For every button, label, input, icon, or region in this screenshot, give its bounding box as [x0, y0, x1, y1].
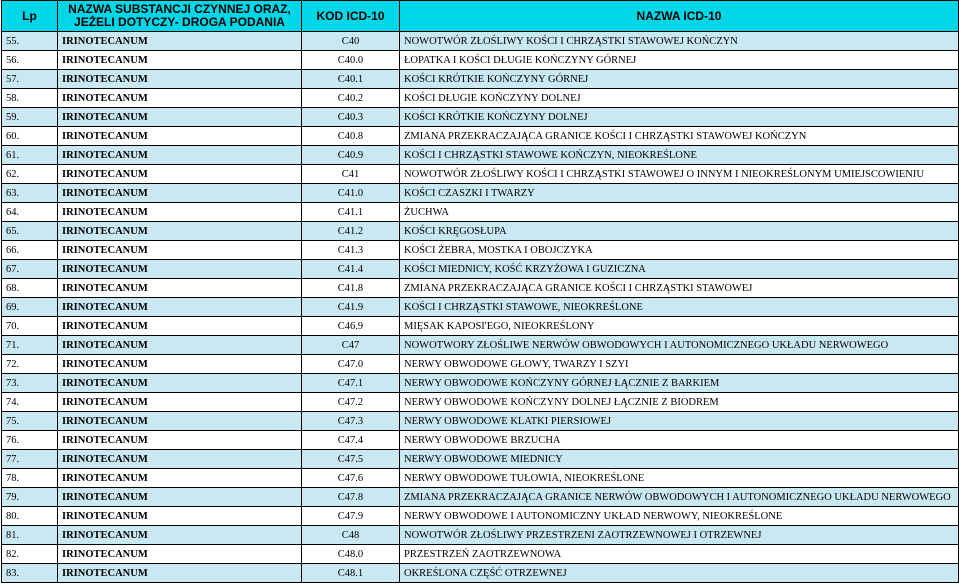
table-row — [2, 241, 959, 260]
row-lp: 72. — [2, 355, 58, 374]
row-substance: IRINOTECANUM — [58, 317, 302, 336]
row-nazwa: KOŚCI ŻEBRA, MOSTKA I OBOJCZYKA — [400, 241, 959, 260]
row-lp: 55. — [2, 32, 58, 51]
row-lp: 82. — [2, 545, 58, 564]
row-nazwa: KOŚCI CZASZKI I TWARZY — [400, 184, 959, 203]
row-substance: IRINOTECANUM — [58, 70, 302, 89]
table-row — [2, 222, 959, 241]
row-lp: 70. — [2, 317, 58, 336]
row-kod: C47.2 — [302, 393, 400, 412]
row-kod: C40.9 — [302, 146, 400, 165]
row-kod: C48.1 — [302, 564, 400, 583]
table-row — [2, 317, 959, 336]
header-lp: Lp — [2, 1, 58, 32]
table-row — [2, 70, 959, 89]
table-row — [2, 564, 959, 583]
row-kod: C41.8 — [302, 279, 400, 298]
row-substance: IRINOTECANUM — [58, 336, 302, 355]
row-nazwa: NOWOTWÓR ZŁOŚLIWY KOŚCI I CHRZĄSTKI STAWOWEJ O INNYM I NIEOKREŚLONYM UMIEJSCOWIENIU — [400, 165, 959, 184]
table-row — [2, 203, 959, 222]
row-lp: 76. — [2, 431, 58, 450]
row-lp: 64. — [2, 203, 58, 222]
table-row — [2, 298, 959, 317]
row-substance: IRINOTECANUM — [58, 146, 302, 165]
row-kod: C48 — [302, 526, 400, 545]
row-kod: C40.3 — [302, 108, 400, 127]
row-lp: 62. — [2, 165, 58, 184]
icd-table — [1, 0, 959, 583]
row-kod: C47.0 — [302, 355, 400, 374]
table-row — [2, 393, 959, 412]
row-substance: IRINOTECANUM — [58, 412, 302, 431]
table-row — [2, 51, 959, 70]
row-kod: C41.4 — [302, 260, 400, 279]
row-lp: 58. — [2, 89, 58, 108]
row-nazwa: KOŚCI I CHRZĄSTKI STAWOWE KOŃCZYN, NIEOKREŚLONE — [400, 146, 959, 165]
table-row — [2, 355, 959, 374]
row-lp: 74. — [2, 393, 58, 412]
row-nazwa: KOŚCI I CHRZĄSTKI STAWOWE, NIEOKREŚLONE — [400, 298, 959, 317]
row-substance: IRINOTECANUM — [58, 184, 302, 203]
row-substance: IRINOTECANUM — [58, 32, 302, 51]
row-lp: 56. — [2, 51, 58, 70]
row-nazwa: KOŚCI KRÓTKIE KOŃCZYNY DOLNEJ — [400, 108, 959, 127]
row-nazwa: KOŚCI DŁUGIE KOŃCZYNY DOLNEJ — [400, 89, 959, 108]
row-nazwa: NOWOTWORY ZŁOŚLIWE NERWÓW OBWODOWYCH I AUTONOMICZNEGO UKŁADU NERWOWEGO — [400, 336, 959, 355]
row-kod: C47.9 — [302, 507, 400, 526]
table-row — [2, 507, 959, 526]
row-substance: IRINOTECANUM — [58, 279, 302, 298]
row-nazwa: ŁOPATKA I KOŚCI DŁUGIE KOŃCZYNY GÓRNEJ — [400, 51, 959, 70]
header-substance-line2: JEŻELI DOTYCZY- DROGA PODANIA — [74, 15, 285, 29]
table-row — [2, 488, 959, 507]
row-kod: C47.8 — [302, 488, 400, 507]
row-lp: 68. — [2, 279, 58, 298]
table-row — [2, 431, 959, 450]
row-substance: IRINOTECANUM — [58, 222, 302, 241]
row-lp: 77. — [2, 450, 58, 469]
row-nazwa: KOŚCI MIEDNICY, KOŚĆ KRZYŻOWA I GUZICZNA — [400, 260, 959, 279]
row-nazwa: NERWY OBWODOWE TUŁOWIA, NIEOKREŚLONE — [400, 469, 959, 488]
row-kod: C41.1 — [302, 203, 400, 222]
row-lp: 63. — [2, 184, 58, 203]
row-substance: IRINOTECANUM — [58, 545, 302, 564]
header-row — [2, 1, 959, 32]
row-lp: 61. — [2, 146, 58, 165]
row-nazwa: ZMIANA PRZEKRACZAJĄCA GRANICE NERWÓW OBWODOWYCH I AUTONOMICZNEGO UKŁADU NERWOWEGO — [400, 488, 959, 507]
row-nazwa: NERWY OBWODOWE KOŃCZYNY DOLNEJ ŁĄCZNIE Z BIODREM — [400, 393, 959, 412]
row-substance: IRINOTECANUM — [58, 260, 302, 279]
row-substance: IRINOTECANUM — [58, 393, 302, 412]
row-lp: 83. — [2, 564, 58, 583]
row-nazwa: MIĘSAK KAPOSI'EGO, NIEOKREŚLONY — [400, 317, 959, 336]
table-row — [2, 469, 959, 488]
table-row — [2, 32, 959, 51]
row-nazwa: KOŚCI KRÓTKIE KOŃCZYNY GÓRNEJ — [400, 70, 959, 89]
row-kod: C41 — [302, 165, 400, 184]
row-lp: 66. — [2, 241, 58, 260]
row-kod: C40 — [302, 32, 400, 51]
row-nazwa: NERWY OBWODOWE BRZUCHA — [400, 431, 959, 450]
row-nazwa: ŻUCHWA — [400, 203, 959, 222]
row-substance: IRINOTECANUM — [58, 108, 302, 127]
row-kod: C41.2 — [302, 222, 400, 241]
row-lp: 73. — [2, 374, 58, 393]
row-substance: IRINOTECANUM — [58, 507, 302, 526]
row-lp: 80. — [2, 507, 58, 526]
row-nazwa: NERWY OBWODOWE MIEDNICY — [400, 450, 959, 469]
row-nazwa: NERWY OBWODOWE KLATKI PIERSIOWEJ — [400, 412, 959, 431]
row-lp: 69. — [2, 298, 58, 317]
row-nazwa: ZMIANA PRZEKRACZAJĄCA GRANICE KOŚCI I CHRZĄSTKI STAWOWEJ — [400, 279, 959, 298]
header-substance-line1: NAZWA SUBSTANCJI CZYNNEJ ORAZ, — [68, 2, 291, 16]
row-nazwa: NERWY OBWODOWE I AUTONOMICZNY UKŁAD NERWOWY, NIEOKREŚLONE — [400, 507, 959, 526]
row-substance: IRINOTECANUM — [58, 450, 302, 469]
row-lp: 78. — [2, 469, 58, 488]
row-substance: IRINOTECANUM — [58, 203, 302, 222]
table-row — [2, 374, 959, 393]
row-substance: IRINOTECANUM — [58, 374, 302, 393]
row-kod: C40.1 — [302, 70, 400, 89]
row-nazwa: NERWY OBWODOWE GŁOWY, TWARZY I SZYI — [400, 355, 959, 374]
table-row — [2, 412, 959, 431]
row-nazwa: OKREŚLONA CZĘŚĆ OTRZEWNEJ — [400, 564, 959, 583]
row-substance: IRINOTECANUM — [58, 526, 302, 545]
row-kod: C41.9 — [302, 298, 400, 317]
row-kod: C40.2 — [302, 89, 400, 108]
header-substance — [58, 1, 302, 32]
table-row — [2, 146, 959, 165]
row-substance: IRINOTECANUM — [58, 241, 302, 260]
row-nazwa: KOŚCI KRĘGOSŁUPA — [400, 222, 959, 241]
table-row — [2, 89, 959, 108]
row-kod: C47.5 — [302, 450, 400, 469]
row-lp: 71. — [2, 336, 58, 355]
row-nazwa: ZMIANA PRZEKRACZAJĄCA GRANICE KOŚCI I CHRZĄSTKI STAWOWEJ KOŃCZYN — [400, 127, 959, 146]
header-nazwa: NAZWA ICD-10 — [400, 1, 959, 32]
row-kod: C47 — [302, 336, 400, 355]
row-kod: C40.8 — [302, 127, 400, 146]
row-kod: C41.3 — [302, 241, 400, 260]
table-row — [2, 184, 959, 203]
row-lp: 60. — [2, 127, 58, 146]
table-row — [2, 526, 959, 545]
row-substance: IRINOTECANUM — [58, 431, 302, 450]
row-kod: C41.0 — [302, 184, 400, 203]
table-row — [2, 165, 959, 184]
row-lp: 81. — [2, 526, 58, 545]
row-kod: C47.4 — [302, 431, 400, 450]
row-kod: C47.6 — [302, 469, 400, 488]
table-row — [2, 545, 959, 564]
table-row — [2, 127, 959, 146]
row-substance: IRINOTECANUM — [58, 355, 302, 374]
row-substance: IRINOTECANUM — [58, 488, 302, 507]
row-substance: IRINOTECANUM — [58, 51, 302, 70]
table-row — [2, 260, 959, 279]
row-lp: 59. — [2, 108, 58, 127]
row-kod: C47.1 — [302, 374, 400, 393]
row-lp: 57. — [2, 70, 58, 89]
row-nazwa: PRZESTRZEŃ ZAOTRZEWNOWA — [400, 545, 959, 564]
row-lp: 79. — [2, 488, 58, 507]
row-nazwa: NOWOTWÓR ZŁOŚLIWY KOŚCI I CHRZĄSTKI STAWOWEJ KOŃCZYN — [400, 32, 959, 51]
row-kod: C48.0 — [302, 545, 400, 564]
row-substance: IRINOTECANUM — [58, 298, 302, 317]
table-body — [2, 32, 959, 583]
row-kod: C47.3 — [302, 412, 400, 431]
header-kod: KOD ICD-10 — [302, 1, 400, 32]
table-row — [2, 279, 959, 298]
row-kod: C46.9 — [302, 317, 400, 336]
row-substance: IRINOTECANUM — [58, 469, 302, 488]
row-lp: 65. — [2, 222, 58, 241]
row-nazwa: NERWY OBWODOWE KOŃCZYNY GÓRNEJ ŁĄCZNIE Z BARKIEM — [400, 374, 959, 393]
row-kod: C40.0 — [302, 51, 400, 70]
row-substance: IRINOTECANUM — [58, 165, 302, 184]
row-substance: IRINOTECANUM — [58, 127, 302, 146]
table-row — [2, 336, 959, 355]
row-substance: IRINOTECANUM — [58, 89, 302, 108]
table-row — [2, 450, 959, 469]
row-lp: 67. — [2, 260, 58, 279]
row-substance: IRINOTECANUM — [58, 564, 302, 583]
row-lp: 75. — [2, 412, 58, 431]
row-nazwa: NOWOTWÓR ZŁOŚLIWY PRZESTRZENI ZAOTRZEWNOWEJ I OTRZEWNEJ — [400, 526, 959, 545]
table-row — [2, 108, 959, 127]
